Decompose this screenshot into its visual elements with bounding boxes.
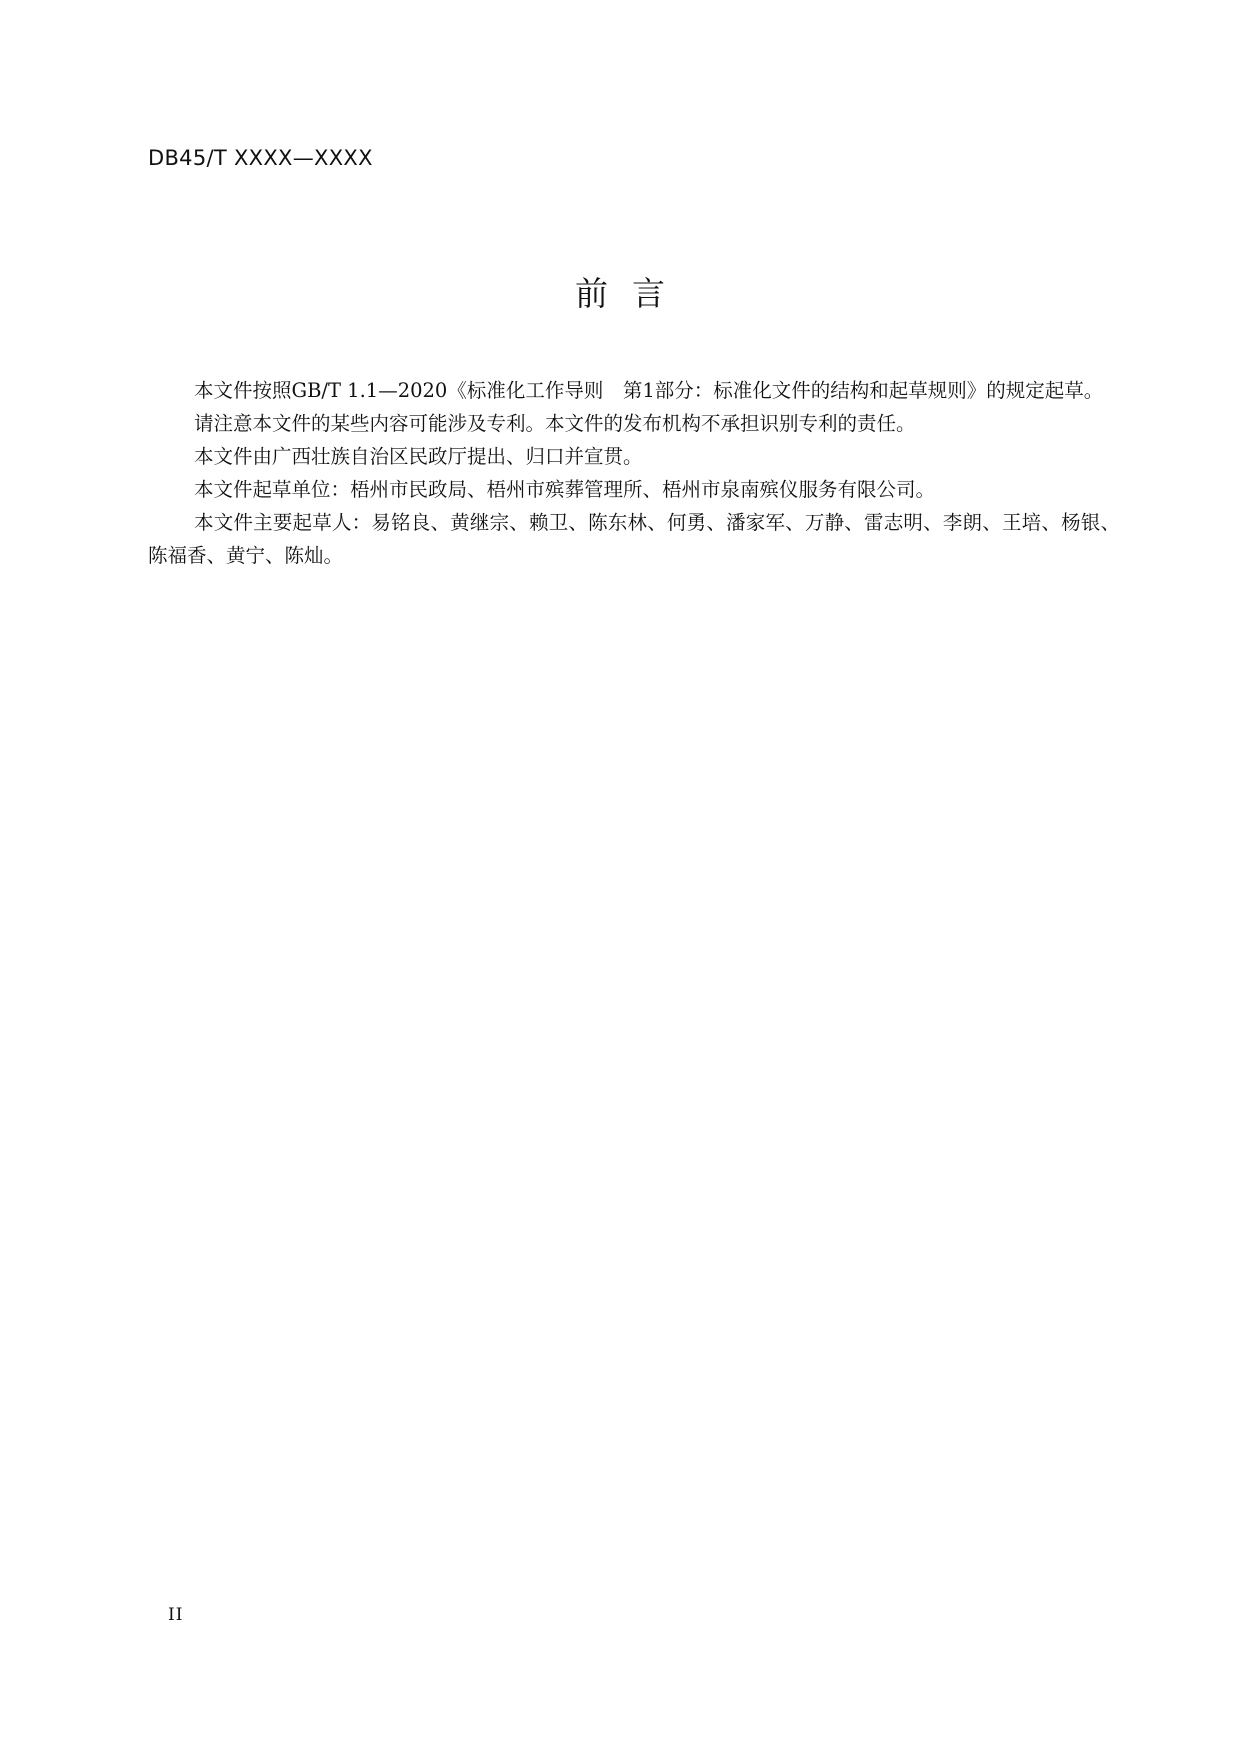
section-title: 前言 bbox=[575, 274, 689, 313]
paragraph-patent-notice: 请注意本文件的某些内容可能涉及专利。本文件的发布机构不承担识别专利的责任。 bbox=[194, 412, 916, 435]
document-code: DB45/T XXXX—XXXX bbox=[148, 146, 373, 170]
foreword-body bbox=[148, 374, 1120, 572]
paragraph-drafters: 本文件主要起草人：易铭良、黄继宗、赖卫、陈东林、何勇、潘家军、万静、雷志明、李朗、王培、杨银、陈福香、黄宁、陈灿。 bbox=[148, 511, 1120, 567]
paragraph-drafting-rules: 本文件按照GB/T 1.1—2020《标准化工作导则 第1部分：标准化文件的结构和起草规则》的规定起草。 bbox=[194, 379, 1104, 402]
page-number: II bbox=[168, 1605, 184, 1625]
paragraph-proposer: 本文件由广西壮族自治区民政厅提出、归口并宣贯。 bbox=[194, 445, 643, 468]
paragraph-drafting-units: 本文件起草单位：梧州市民政局、梧州市殡葬管理所、梧州市泉南殡仪服务有限公司。 bbox=[194, 478, 936, 501]
